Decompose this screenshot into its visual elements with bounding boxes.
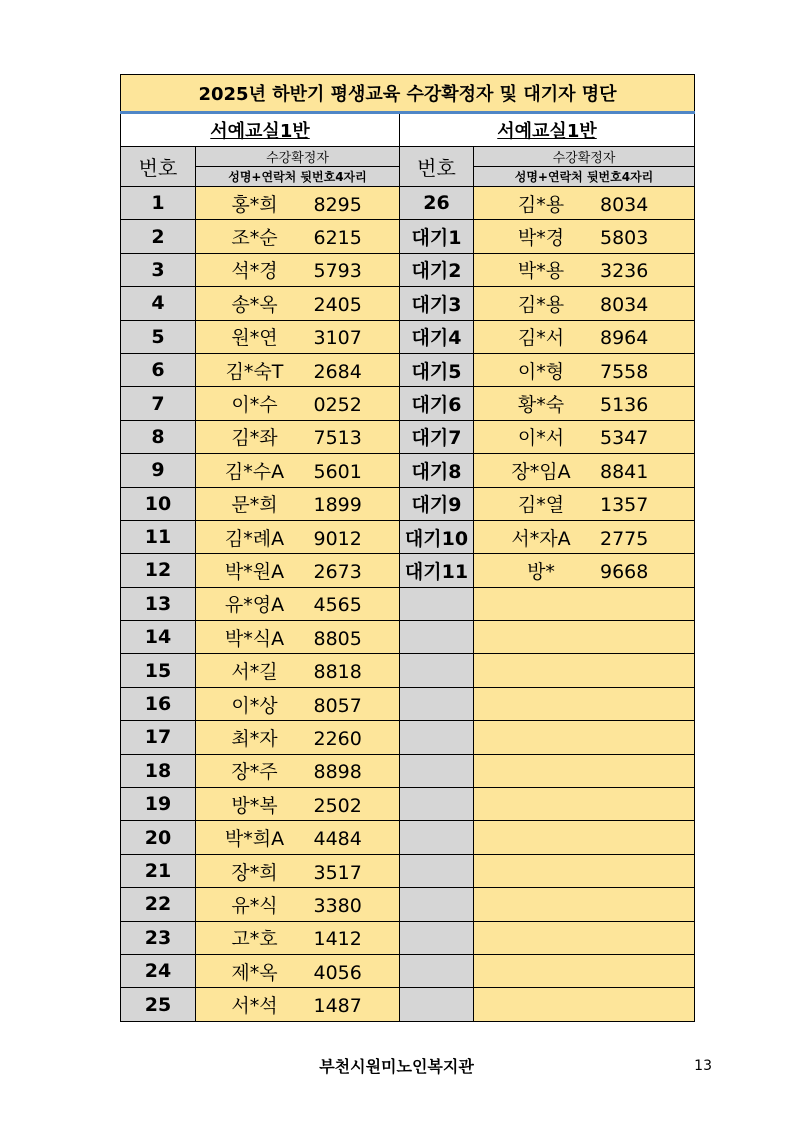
row-number: 대기6	[400, 387, 474, 420]
table-row	[121, 287, 695, 320]
entry-cell	[196, 554, 400, 587]
row-number: 18	[121, 754, 196, 787]
phone-last4: 1487	[313, 995, 362, 1018]
entry-cell	[196, 921, 400, 954]
row-number: 21	[121, 854, 196, 887]
entry-cell	[196, 754, 400, 787]
phone-last4: 1899	[313, 494, 362, 517]
footer-organization: 부천시원미노인복지관	[319, 1057, 474, 1076]
entry-cell	[474, 387, 695, 420]
entry-cell	[474, 454, 695, 487]
phone-last4: 7513	[313, 427, 362, 450]
person-name: 제*옥	[231, 961, 278, 984]
phone-last4: 5136	[600, 394, 649, 417]
person-name: 김*서	[517, 327, 565, 350]
person-name: 김*숙T	[225, 360, 284, 383]
person-name: 황*숙	[517, 394, 565, 417]
row-number	[400, 954, 474, 987]
person-name: 유*식	[231, 894, 278, 917]
table-row	[121, 921, 695, 954]
phone-last4: 8034	[600, 193, 649, 216]
entry-cell	[474, 988, 695, 1021]
table-row	[121, 420, 695, 453]
row-number: 8	[121, 420, 196, 453]
person-name: 서*길	[231, 661, 278, 684]
entry-cell	[474, 320, 695, 353]
person-name: 홍*희	[231, 193, 278, 216]
phone-last4: 8841	[600, 460, 649, 483]
person-name: 서*석	[231, 995, 278, 1018]
table-row	[121, 788, 695, 821]
person-name: 서*자A	[511, 527, 571, 550]
row-number: 9	[121, 454, 196, 487]
entry-cell	[196, 988, 400, 1021]
table-row	[121, 487, 695, 520]
row-number: 13	[121, 587, 196, 620]
row-number: 대기4	[400, 320, 474, 353]
table-row	[121, 520, 695, 553]
entry-cell	[196, 287, 400, 320]
entry-cell	[196, 187, 400, 220]
row-number	[400, 821, 474, 854]
header-row-top	[121, 147, 695, 167]
document-title: 2025년 하반기 평생교육 수강확정자 및 대기자 명단	[121, 75, 695, 113]
phone-last4: 1357	[600, 494, 649, 517]
phone-last4: 5803	[600, 227, 649, 250]
row-number	[400, 687, 474, 720]
row-number: 23	[121, 921, 196, 954]
table-row	[121, 587, 695, 620]
entry-cell	[196, 821, 400, 854]
phone-last4: 4565	[313, 594, 362, 617]
entry-cell	[474, 754, 695, 787]
entry-cell	[474, 687, 695, 720]
row-number: 7	[121, 387, 196, 420]
phone-last4: 8057	[313, 694, 362, 717]
entry-cell	[474, 654, 695, 687]
phone-last4: 5601	[313, 460, 362, 483]
phone-last4: 3517	[313, 861, 362, 884]
phone-last4: 1412	[313, 928, 362, 951]
entry-cell	[196, 320, 400, 353]
row-number: 대기9	[400, 487, 474, 520]
table-row	[121, 721, 695, 754]
row-number	[400, 788, 474, 821]
entry-cell	[196, 888, 400, 921]
row-number	[400, 721, 474, 754]
phone-last4: 9012	[313, 527, 362, 550]
person-name: 김*용	[517, 293, 565, 316]
row-number: 1	[121, 187, 196, 220]
person-name: 이*수	[231, 394, 278, 417]
row-number: 22	[121, 888, 196, 921]
entry-cell	[196, 954, 400, 987]
table-row	[121, 387, 695, 420]
row-number	[400, 587, 474, 620]
phone-last4: 3236	[600, 260, 649, 283]
row-number: 3	[121, 253, 196, 286]
person-name: 유*영A	[224, 594, 285, 617]
entry-cell	[196, 420, 400, 453]
row-number: 15	[121, 654, 196, 687]
phone-last4: 5347	[600, 427, 649, 450]
phone-last4: 5793	[313, 260, 362, 283]
phone-last4: 2673	[313, 560, 362, 583]
phone-last4: 8034	[600, 293, 649, 316]
phone-last4: 2405	[313, 293, 362, 316]
person-name: 이*상	[231, 694, 278, 717]
entry-cell	[196, 487, 400, 520]
phone-last4: 2502	[313, 794, 362, 817]
entry-cell	[474, 287, 695, 320]
entry-cell	[196, 353, 400, 386]
entry-cell	[196, 854, 400, 887]
person-name: 장*희	[231, 861, 278, 884]
person-name: 최*자	[231, 727, 278, 750]
entry-cell	[196, 520, 400, 553]
row-number: 대기7	[400, 420, 474, 453]
row-number	[400, 621, 474, 654]
table-row	[121, 621, 695, 654]
person-name: 장*임A	[511, 460, 571, 483]
entry-cell	[474, 921, 695, 954]
title-row	[121, 75, 695, 113]
table-row	[121, 754, 695, 787]
page-number: 13	[694, 1058, 712, 1074]
person-name: 김*용	[517, 193, 565, 216]
table-row	[121, 821, 695, 854]
entry-cell	[474, 954, 695, 987]
row-number: 대기1	[400, 220, 474, 253]
phone-last4: 8964	[600, 327, 649, 350]
row-number: 대기11	[400, 554, 474, 587]
entry-cell	[196, 454, 400, 487]
person-name: 방*	[527, 560, 555, 583]
person-name: 이*형	[517, 360, 565, 383]
row-number: 대기8	[400, 454, 474, 487]
phone-last4: 6215	[313, 227, 362, 250]
table-row	[121, 854, 695, 887]
entry-cell	[196, 621, 400, 654]
subheader-left: 성명+연락처 뒷번호4자리	[196, 167, 400, 187]
class-name-row	[121, 113, 695, 147]
person-name: 김*례A	[224, 527, 285, 550]
entry-cell	[474, 253, 695, 286]
entry-cell	[474, 520, 695, 553]
person-name: 석*경	[231, 260, 278, 283]
subheader-right: 성명+연락처 뒷번호4자리	[474, 167, 695, 187]
table-row	[121, 454, 695, 487]
phone-last4: 9668	[600, 560, 649, 583]
person-name: 고*호	[231, 928, 278, 951]
person-name: 박*희A	[224, 828, 285, 851]
person-name: 박*용	[517, 260, 565, 283]
row-number: 대기5	[400, 353, 474, 386]
phone-last4: 8295	[313, 193, 362, 216]
row-number: 대기10	[400, 520, 474, 553]
number-header-right: 번호	[400, 147, 474, 187]
entry-cell	[474, 487, 695, 520]
enrollment-table	[120, 74, 695, 1022]
entry-cell	[474, 353, 695, 386]
entry-cell	[474, 420, 695, 453]
phone-last4: 7558	[600, 360, 649, 383]
row-number: 16	[121, 687, 196, 720]
phone-last4: 2260	[313, 727, 362, 750]
class-name-left: 서예교실1반	[121, 113, 400, 147]
row-number	[400, 654, 474, 687]
row-number	[400, 888, 474, 921]
row-number: 14	[121, 621, 196, 654]
entry-cell	[196, 387, 400, 420]
row-number: 17	[121, 721, 196, 754]
person-name: 김*열	[517, 494, 565, 517]
table-row	[121, 253, 695, 286]
entry-cell	[474, 621, 695, 654]
entry-cell	[474, 721, 695, 754]
table-row	[121, 988, 695, 1021]
table-row	[121, 187, 695, 220]
phone-last4: 0252	[313, 394, 362, 417]
confirmed-header-left: 수강확정자	[196, 147, 400, 167]
entry-cell	[474, 187, 695, 220]
table-row	[121, 320, 695, 353]
row-number: 19	[121, 788, 196, 821]
entry-cell	[196, 220, 400, 253]
phone-last4: 2775	[600, 527, 649, 550]
phone-last4: 3380	[313, 894, 362, 917]
class-name-right: 서예교실1반	[400, 113, 695, 147]
row-number: 10	[121, 487, 196, 520]
phone-last4: 8805	[313, 627, 362, 650]
person-name: 방*복	[231, 794, 278, 817]
row-number: 2	[121, 220, 196, 253]
table-row	[121, 654, 695, 687]
entry-cell	[196, 654, 400, 687]
confirmed-header-right: 수강확정자	[474, 147, 695, 167]
person-name: 이*서	[517, 427, 565, 450]
table-row	[121, 353, 695, 386]
row-number: 11	[121, 520, 196, 553]
row-number	[400, 921, 474, 954]
person-name: 김*수A	[224, 460, 285, 483]
row-number: 26	[400, 187, 474, 220]
person-name: 문*희	[231, 494, 278, 517]
row-number	[400, 988, 474, 1021]
row-number: 대기3	[400, 287, 474, 320]
entry-cell	[474, 821, 695, 854]
table-row	[121, 888, 695, 921]
person-name: 원*연	[231, 327, 278, 350]
row-number	[400, 854, 474, 887]
phone-last4: 8898	[313, 761, 362, 784]
row-number: 5	[121, 320, 196, 353]
person-name: 김*좌	[231, 427, 278, 450]
phone-last4: 4484	[313, 828, 362, 851]
row-number	[400, 754, 474, 787]
entry-cell	[196, 587, 400, 620]
person-name: 조*순	[231, 227, 278, 250]
person-name: 송*옥	[231, 293, 278, 316]
entry-cell	[196, 721, 400, 754]
entry-cell	[196, 253, 400, 286]
person-name: 장*주	[231, 761, 278, 784]
table-row	[121, 687, 695, 720]
entry-cell	[474, 888, 695, 921]
table-row	[121, 954, 695, 987]
phone-last4: 3107	[313, 327, 362, 350]
phone-last4: 8818	[313, 661, 362, 684]
entry-cell	[474, 220, 695, 253]
entry-cell	[474, 587, 695, 620]
entry-cell	[474, 788, 695, 821]
phone-last4: 4056	[313, 961, 362, 984]
row-number: 대기2	[400, 253, 474, 286]
row-number: 6	[121, 353, 196, 386]
person-name: 박*원A	[224, 560, 285, 583]
row-number: 25	[121, 988, 196, 1021]
person-name: 박*경	[517, 227, 565, 250]
person-name: 박*식A	[224, 627, 285, 650]
row-number: 24	[121, 954, 196, 987]
table-row	[121, 554, 695, 587]
number-header-left: 번호	[121, 147, 196, 187]
row-number: 20	[121, 821, 196, 854]
entry-cell	[196, 687, 400, 720]
table-row	[121, 220, 695, 253]
entry-cell	[474, 854, 695, 887]
entry-cell	[474, 554, 695, 587]
phone-last4: 2684	[313, 360, 362, 383]
row-number: 4	[121, 287, 196, 320]
row-number: 12	[121, 554, 196, 587]
entry-cell	[196, 788, 400, 821]
